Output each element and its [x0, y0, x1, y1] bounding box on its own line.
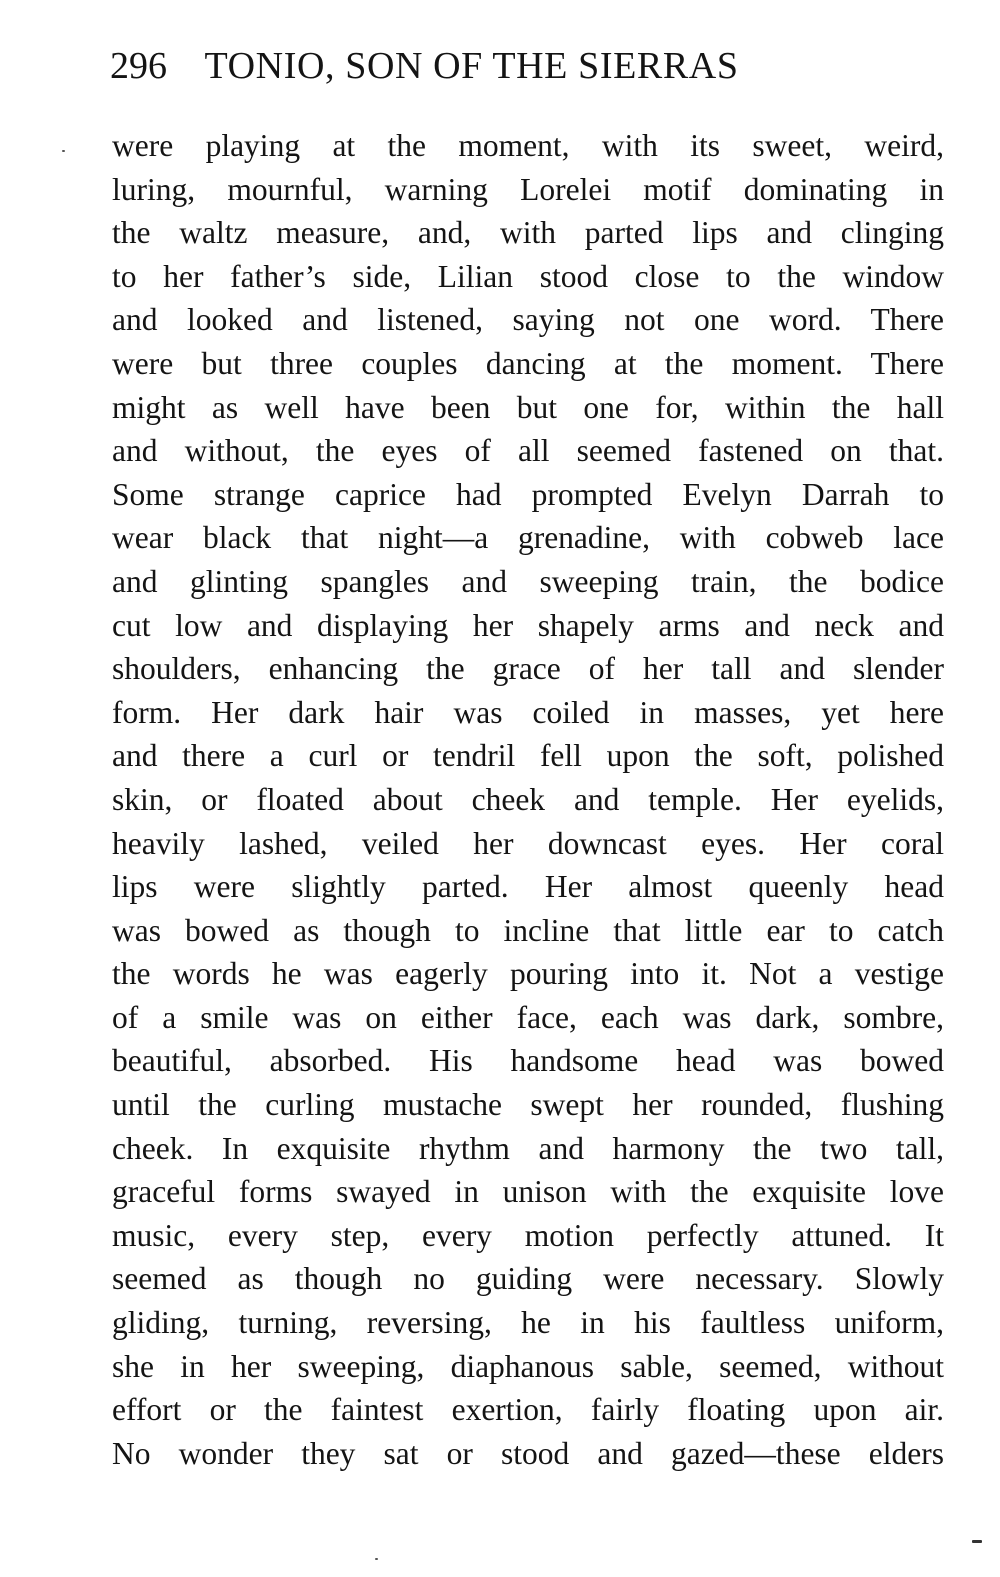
- text-line: and there a curl or tendril fell upon the soft, polished: [112, 738, 944, 774]
- text-line: No wonder they sat or stood and gazed—these elders: [112, 1435, 944, 1471]
- text-line: graceful forms swayed in unison with the exquisite love: [112, 1174, 944, 1210]
- text-line: Some strange caprice had prompted Evelyn Darrah to: [112, 476, 944, 512]
- text-line: cheek. In exquisite rhythm and harmony the two tall,: [112, 1130, 944, 1166]
- text-line: effort or the faintest exertion, fairly floating upon air.: [112, 1392, 944, 1428]
- text-line: beautiful, absorbed. His handsome head was bowed: [112, 1043, 944, 1079]
- running-title: TONIO, SON OF THE SIERRAS: [204, 45, 739, 87]
- text-line: until the curling mustache swept her rounded, flushing: [112, 1087, 944, 1123]
- text-line: lips were slightly parted. Her almost queenly head: [112, 869, 944, 905]
- text-line: the waltz measure, and, with parted lips and clinging: [112, 215, 944, 251]
- body-text: [112, 124, 944, 1475]
- text-line: seemed as though no guiding were necessary. Slowly: [112, 1261, 944, 1297]
- text-line: shoulders, enhancing the grace of her tall and slender: [112, 651, 944, 687]
- running-head: [110, 38, 870, 94]
- page-number: 296: [110, 45, 167, 87]
- text-line: the words he was eagerly pouring into it. Not a vestige: [112, 956, 944, 992]
- text-line: she in her sweeping, diaphanous sable, seemed, without: [112, 1348, 944, 1384]
- text-line: luring, mournful, warning Lorelei motif dominating in: [112, 171, 944, 207]
- text-line: wear black that night—a grenadine, with cobweb lace: [112, 520, 944, 556]
- scan-speck: [375, 1558, 378, 1560]
- text-line: cut low and displaying her shapely arms and neck and: [112, 607, 944, 643]
- text-line: form. Her dark hair was coiled in masses, yet here: [112, 694, 944, 730]
- text-line: were but three couples dancing at the moment. There: [112, 345, 944, 381]
- text-line: skin, or floated about cheek and temple. Her eyelids,: [112, 781, 944, 817]
- text-line: and without, the eyes of all seemed fastened on that.: [112, 433, 944, 469]
- scan-speck: [62, 150, 65, 152]
- scan-speck: [972, 1540, 982, 1543]
- text-line: to her father’s side, Lilian stood close to the window: [112, 258, 944, 294]
- text-line: was bowed as though to incline that little ear to catch: [112, 912, 944, 948]
- text-line: gliding, turning, reversing, he in his faultless uniform,: [112, 1305, 944, 1341]
- text-line: might as well have been but one for, within the hall: [112, 389, 944, 425]
- text-line: of a smile was on either face, each was dark, sombre,: [112, 999, 944, 1035]
- text-line: were playing at the moment, with its sweet, weird,: [112, 128, 944, 163]
- text-line: and glinting spangles and sweeping train, the bodice: [112, 563, 944, 599]
- text-line: heavily lashed, veiled her downcast eyes. Her coral: [112, 825, 944, 861]
- text-line: and looked and listened, saying not one word. There: [112, 302, 944, 338]
- text-line: music, every step, every motion perfectly attuned. It: [112, 1217, 944, 1253]
